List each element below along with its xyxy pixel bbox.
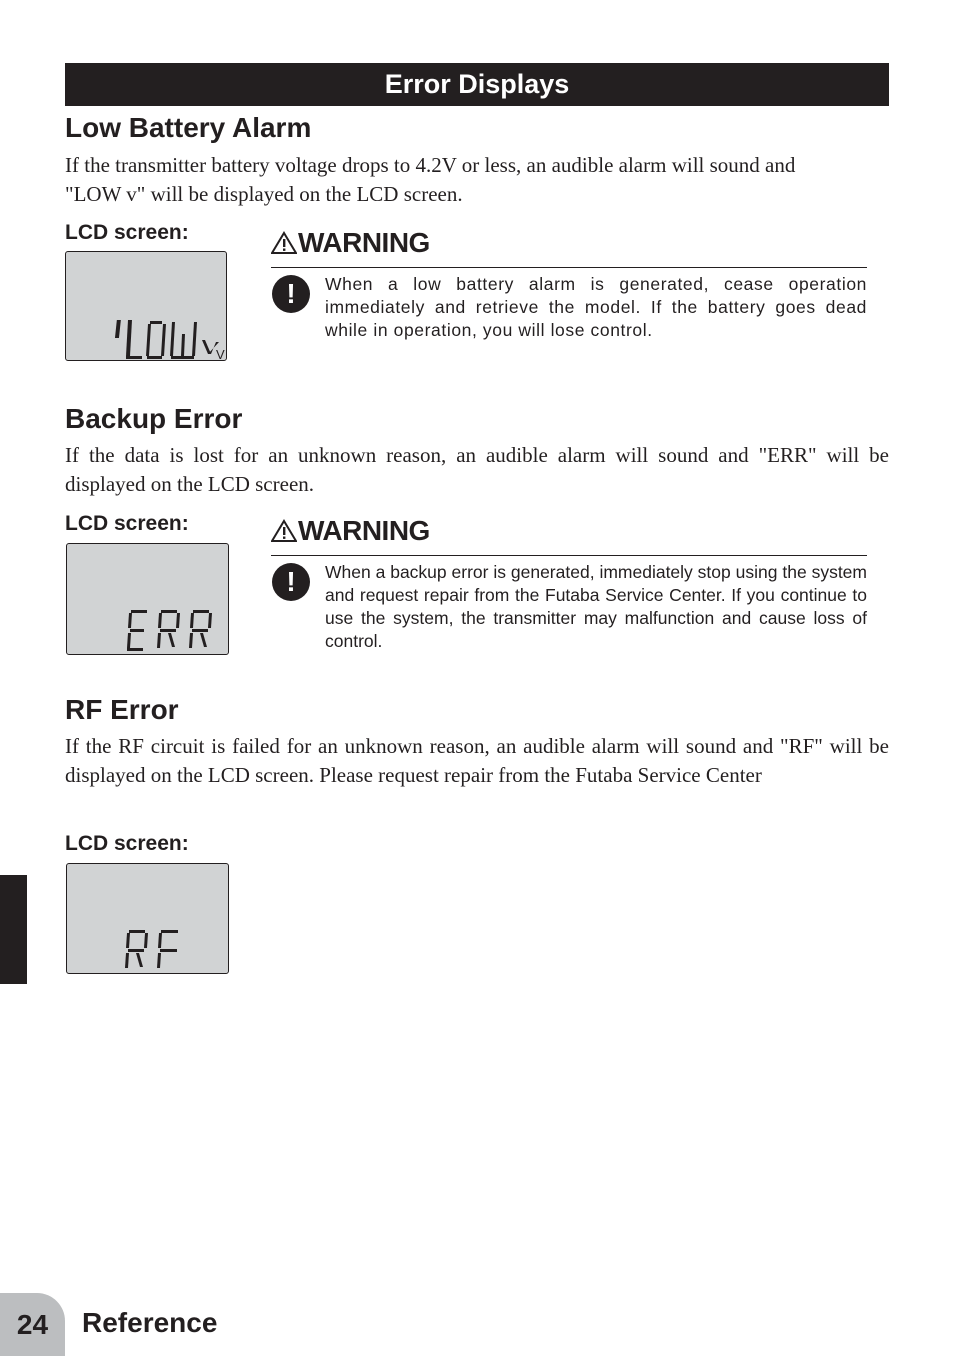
lcd-segment-display xyxy=(66,252,228,362)
warning-divider xyxy=(271,267,867,268)
lcd-segment-display xyxy=(67,864,230,975)
section-heading-rf-error: RF Error xyxy=(65,694,179,725)
warning-text-backup-error: When a backup error is generated, immediately stop using the system and request repair from the Futaba Service Center. If you continue to use the system, the transmitter may malfunction and cause loss of control. xyxy=(325,562,867,651)
warning-triangle-icon xyxy=(271,519,297,543)
lcd-segment-display xyxy=(67,544,230,656)
section-heading-low-battery: Low Battery Alarm xyxy=(65,112,312,143)
page-number: 24 xyxy=(0,1293,65,1356)
exclamation-icon: ! xyxy=(272,275,310,313)
lcd-screen-err xyxy=(66,543,229,655)
section-body-rf-error: If the RF circuit is failed for an unknown reason, an audible alarm will sound and "RF" will be displayed on the LCD screen. Please request repair from the Futaba Service Center xyxy=(65,734,889,787)
warning-divider xyxy=(271,555,867,556)
section-body-backup-error: If the data is lost for an unknown reason, an audible alarm will sound and "ERR" will be displayed on the LCD screen. xyxy=(65,443,889,496)
chapter-tab xyxy=(0,875,27,984)
warning-title-text: WARNING xyxy=(298,227,430,258)
warning-title-text: WARNING xyxy=(298,515,430,546)
lcd-label: LCD screen: xyxy=(65,512,189,535)
lcd-screen-rf xyxy=(66,863,229,974)
lcd-segments-err xyxy=(127,610,212,651)
warning-title xyxy=(271,516,430,546)
lcd-label: LCD screen: xyxy=(65,832,189,855)
warning-triangle-icon xyxy=(271,231,297,255)
exclamation-icon: ! xyxy=(272,563,310,601)
warning-text-low-battery: When a low battery alarm is generated, cease operation immediately and retrieve the model. If the battery goes dead while in operation, you will lose control. xyxy=(325,274,867,340)
warning-title xyxy=(271,228,430,258)
section-heading-backup-error: Backup Error xyxy=(65,403,243,434)
lcd-suffix: V xyxy=(216,347,225,362)
section-body-low-battery: If the transmitter battery voltage drops to 4.2V or less, an audible alarm will sound and "LOW v" will be displayed on the LCD screen. xyxy=(65,153,796,206)
page-title: Error Displays xyxy=(65,63,889,106)
lcd-screen-low xyxy=(65,251,227,361)
lcd-label: LCD screen: xyxy=(65,221,189,244)
lcd-segments-low xyxy=(115,320,219,359)
footer-section-title: Reference xyxy=(82,1307,218,1338)
lcd-segments-rf xyxy=(125,930,178,968)
